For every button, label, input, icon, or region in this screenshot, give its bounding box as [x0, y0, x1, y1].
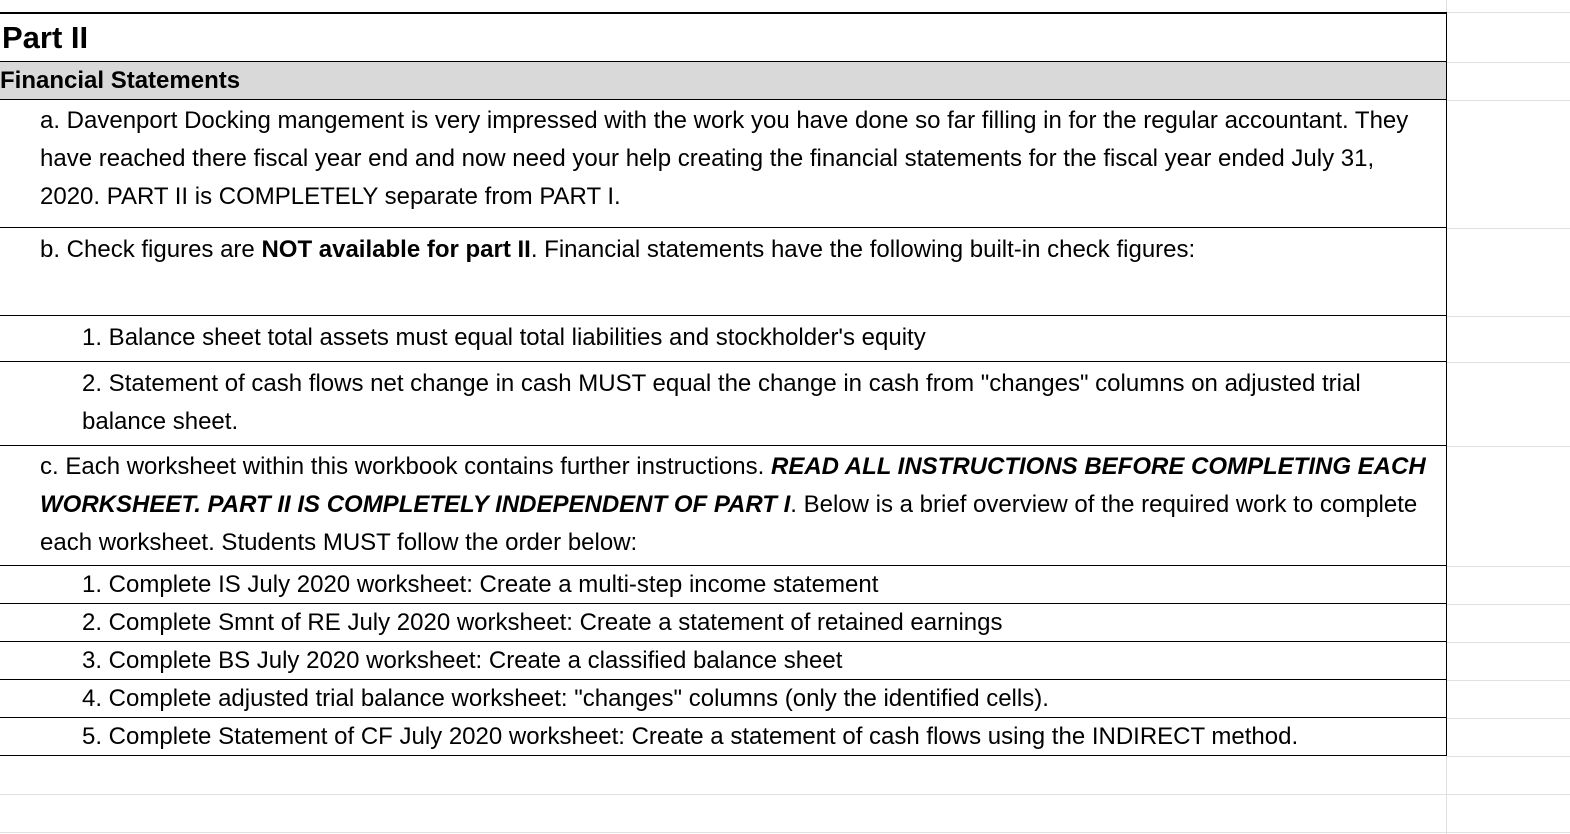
instruction-b-text: b. Check figures are NOT available for part II. Financial statements have the following built-in check figures: [40, 236, 1196, 263]
gridline-row [1446, 718, 1570, 719]
step-2-text: 2. Complete Smnt of RE July 2020 worksheet: Create a statement of retained earnings [82, 609, 1003, 636]
check-figure-2-cell[interactable] [0, 362, 1447, 446]
step-1-cell[interactable] [0, 566, 1447, 604]
step-3-cell[interactable] [0, 642, 1447, 680]
gridline-row [1446, 100, 1570, 101]
gridline-row [1446, 756, 1570, 757]
step-5-cell[interactable] [0, 718, 1447, 756]
gridline-row [0, 832, 1446, 833]
gridline-row [0, 794, 1446, 795]
instruction-a-cell[interactable] [0, 100, 1447, 228]
section-header: Financial Statements [0, 67, 241, 94]
step-2-cell[interactable] [0, 604, 1447, 642]
gridline-row [1446, 642, 1570, 643]
part-title-cell[interactable] [0, 12, 1447, 62]
instruction-c-cell[interactable] [0, 446, 1447, 566]
gridline-row [1446, 832, 1570, 833]
step-3-text: 3. Complete BS July 2020 worksheet: Create a classified balance sheet [82, 647, 843, 674]
part-title: Part II [2, 20, 89, 55]
instruction-c-text: c. Each worksheet within this workbook contains further instructions. READ ALL INSTRUCTIONS BEFORE COMPLETING EACH WORKSHEET. PART II IS COMPLETELY INDEPENDENT OF PART I. Below is a brief overview of the required work to complete each worksheet. Students MUST follow the order below: [40, 453, 1426, 556]
check-figure-1-text: 1. Balance sheet total assets must equal total liabilities and stockholder's equity [82, 324, 926, 351]
gridline-row [1446, 362, 1570, 363]
gridline-row [1446, 228, 1570, 229]
gridline-row [1446, 446, 1570, 447]
gridline-row [1446, 680, 1570, 681]
step-4-cell[interactable] [0, 680, 1447, 718]
instruction-a-text: a. Davenport Docking mangement is very impressed with the work you have done so far filling in for the regular accountant. They have reached there fiscal year end and now need your help creating the financial statements for the fiscal year ended July 31, 2020. PART II is COMPLETELY separate from PART I. [40, 107, 1409, 210]
step-1-text: 1. Complete IS July 2020 worksheet: Create a multi-step income statement [82, 571, 879, 598]
gridline-row [1446, 604, 1570, 605]
section-header-cell[interactable] [0, 62, 1447, 100]
instructions-sheet [0, 12, 1447, 756]
check-figure-1-cell[interactable] [0, 316, 1447, 362]
step-4-text: 4. Complete adjusted trial balance worksheet: "changes" columns (only the identified cells). [82, 685, 1049, 712]
gridline-row [1446, 794, 1570, 795]
gridline-row [1446, 566, 1570, 567]
gridline-row [1446, 62, 1570, 63]
gridline-row [1446, 12, 1570, 13]
instruction-b-cell[interactable] [0, 228, 1447, 316]
check-figure-2-text: 2. Statement of cash flows net change in cash MUST equal the change in cash from "changes" columns on adjusted trial balance sheet. [82, 370, 1361, 435]
gridline-row [1446, 316, 1570, 317]
step-5-text: 5. Complete Statement of CF July 2020 worksheet: Create a statement of cash flows using the INDIRECT method. [82, 723, 1299, 750]
